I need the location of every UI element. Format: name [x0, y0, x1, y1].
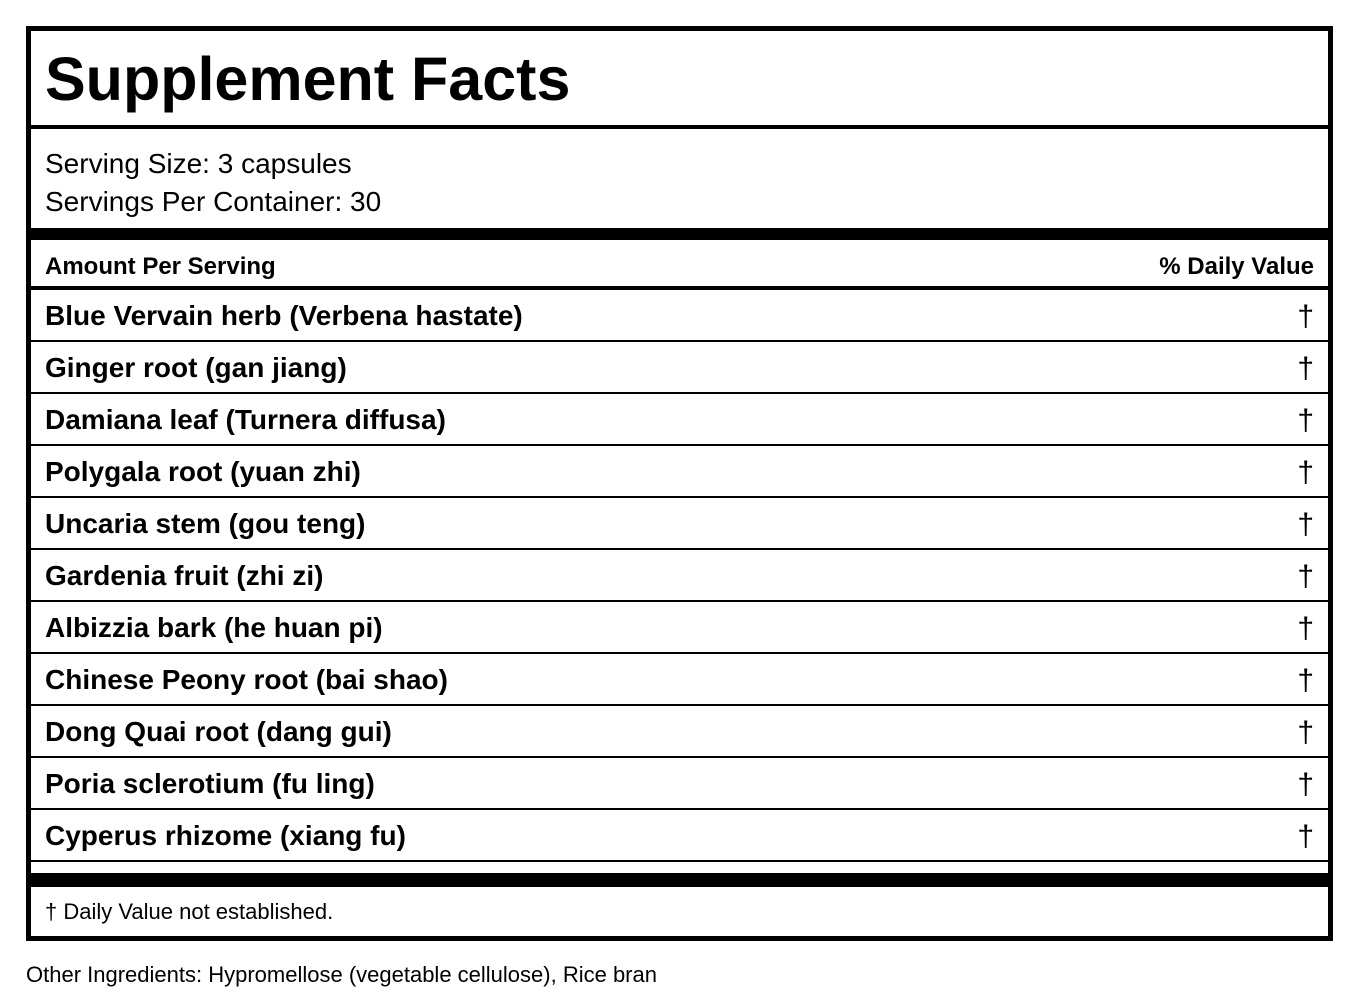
servings-per-container: Servings Per Container: 30: [45, 186, 382, 217]
daily-value-header: % Daily Value: [1159, 253, 1314, 280]
serving-info: [45, 145, 381, 221]
table-row: [31, 446, 1328, 498]
title-row: [31, 31, 1328, 129]
daily-value-marker: †: [1297, 716, 1314, 749]
ingredient-list: [31, 290, 1328, 862]
table-row: [31, 810, 1328, 862]
ingredient-name: Blue Vervain herb (Verbena hastate): [45, 300, 523, 331]
table-row: [31, 290, 1328, 342]
table-row: [31, 394, 1328, 446]
ingredient-name: Albizzia bark (he huan pi): [45, 612, 383, 643]
table-header: [31, 240, 1328, 290]
ingredient-name: Polygala root (yuan zhi): [45, 456, 361, 487]
ingredient-name: Dong Quai root (dang gui): [45, 716, 392, 747]
daily-value-marker: †: [1297, 508, 1314, 541]
ingredient-name: Poria sclerotium (fu ling): [45, 768, 375, 799]
other-ingredients: Other Ingredients: Hypromellose (vegetable cellulose), Rice bran: [26, 962, 657, 987]
table-row: [31, 654, 1328, 706]
amount-per-serving-header: Amount Per Serving: [45, 253, 276, 280]
daily-value-marker: †: [1297, 768, 1314, 801]
ingredient-name: Gardenia fruit (zhi zi): [45, 560, 324, 591]
daily-value-footnote: † Daily Value not established.: [45, 899, 334, 924]
daily-value-marker: †: [1297, 352, 1314, 385]
serving-size: Serving Size: 3 capsules: [45, 148, 352, 179]
ingredient-name: Chinese Peony root (bai shao): [45, 664, 448, 695]
thick-divider-top: [31, 228, 1328, 240]
thick-divider-bottom: [31, 873, 1328, 887]
daily-value-marker: †: [1297, 664, 1314, 697]
daily-value-marker: †: [1297, 404, 1314, 437]
table-row: [31, 602, 1328, 654]
supplement-facts-label: [26, 26, 1333, 941]
daily-value-marker: †: [1297, 456, 1314, 489]
table-row: [31, 498, 1328, 550]
table-row: [31, 758, 1328, 810]
ingredient-name: Ginger root (gan jiang): [45, 352, 347, 383]
table-row: [31, 706, 1328, 758]
ingredient-name: Damiana leaf (Turnera diffusa): [45, 404, 446, 435]
daily-value-marker: †: [1297, 612, 1314, 645]
ingredient-name: Uncaria stem (gou teng): [45, 508, 366, 539]
table-row: [31, 342, 1328, 394]
daily-value-marker: †: [1297, 820, 1314, 853]
page-title: Supplement Facts: [45, 45, 571, 113]
ingredient-name: Cyperus rhizome (xiang fu): [45, 820, 406, 851]
daily-value-marker: †: [1297, 300, 1314, 333]
table-row: [31, 550, 1328, 602]
daily-value-marker: †: [1297, 560, 1314, 593]
